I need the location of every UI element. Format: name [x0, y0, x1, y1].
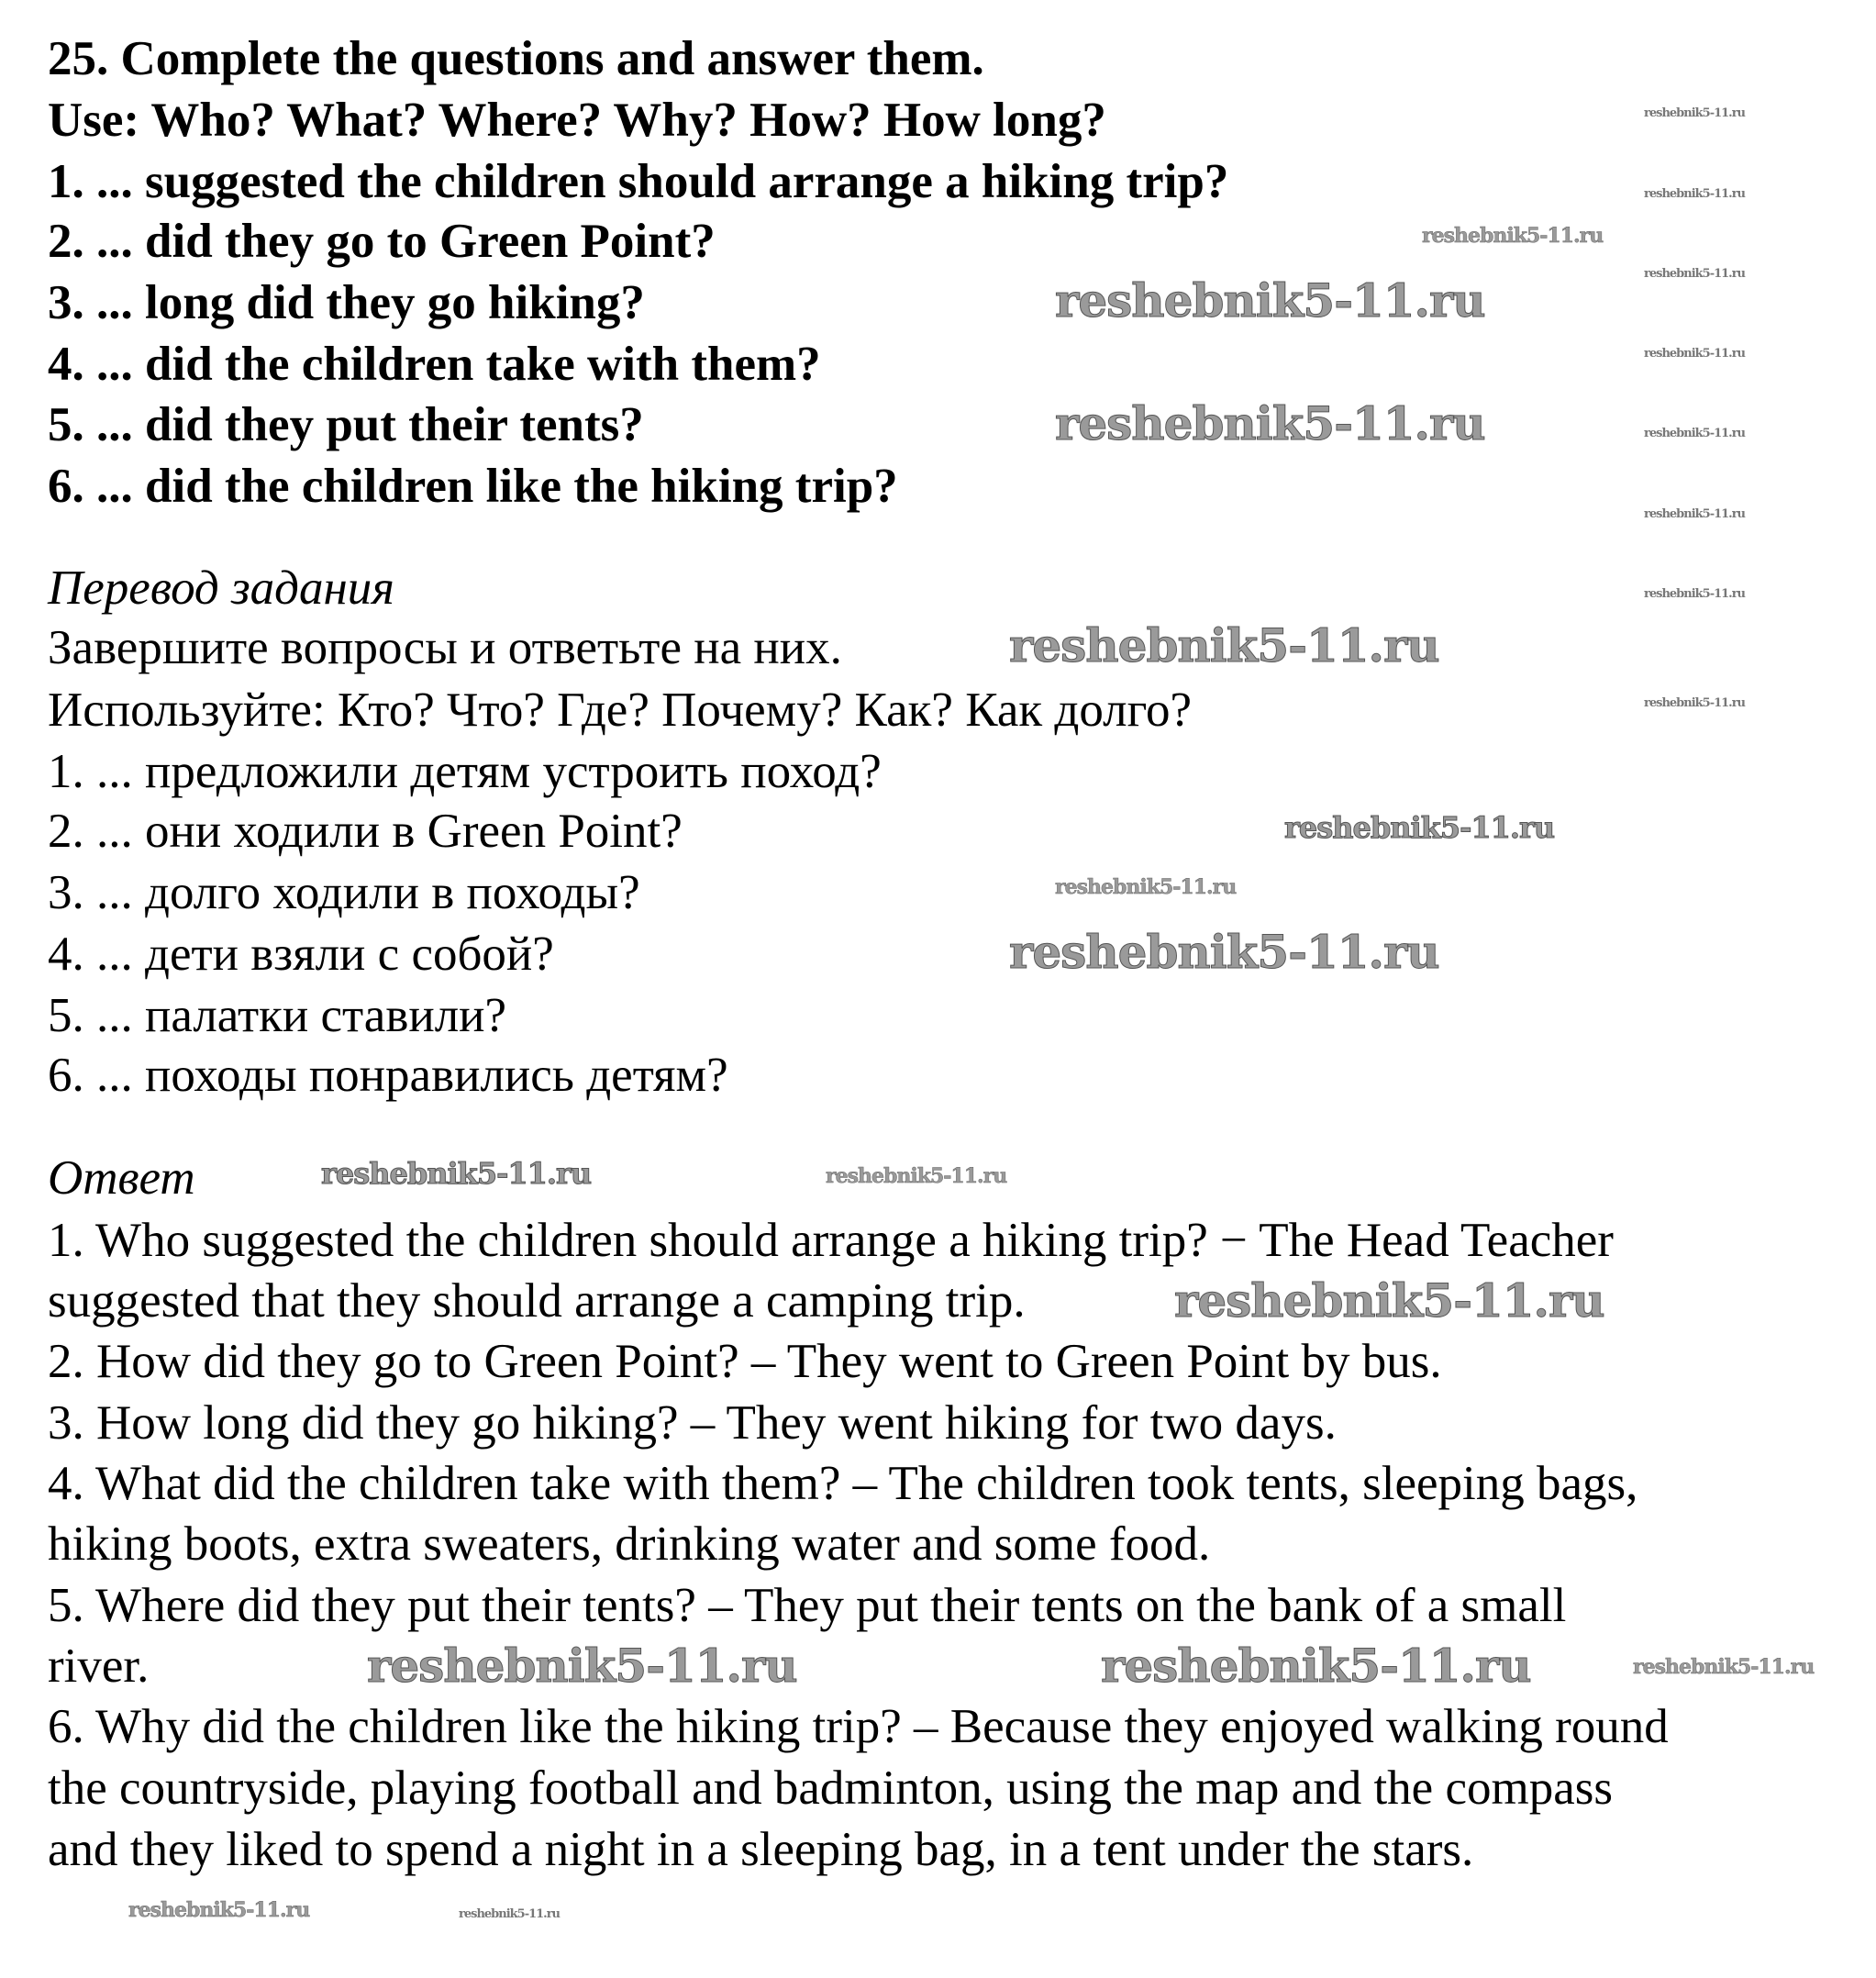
- translation-question: 6. ... походы понравились детям?: [48, 1049, 728, 1102]
- translation-heading: Перевод задания: [48, 561, 394, 615]
- answer-line: 1. Who suggested the children should arrange a hiking trip? − The Head Teacher: [48, 1214, 1614, 1267]
- answer-line: 6. Why did the children like the hiking trip? – Because they enjoyed walking round: [48, 1700, 1669, 1753]
- watermark: reshebnik5-11.ru: [1644, 187, 1746, 201]
- task-question: 5. ... did they put their tents?: [48, 398, 644, 451]
- answer-heading: Ответ: [48, 1151, 195, 1205]
- watermark: reshebnik5-11.ru: [1644, 427, 1746, 440]
- watermark: reshebnik5-11.ru: [1644, 347, 1746, 361]
- task-question: 6. ... did the children like the hiking trip?: [48, 460, 898, 513]
- watermark: reshebnik5-11.ru: [1644, 267, 1746, 281]
- watermark: reshebnik5-11.ru: [1644, 587, 1746, 601]
- watermark: reshebnik5-11.ru: [1055, 273, 1485, 328]
- watermark: reshebnik5-11.ru: [1174, 1273, 1604, 1328]
- watermark: reshebnik5-11.ru: [1009, 925, 1439, 979]
- watermark: reshebnik5-11.ru: [1055, 396, 1485, 450]
- answer-line: 4. What did the children take with them? – The children took tents, sleeping bags,: [48, 1457, 1638, 1510]
- task-question: 3. ... long did they go hiking?: [48, 276, 645, 329]
- watermark: reshebnik5-11.ru: [1009, 618, 1439, 672]
- watermark: reshebnik5-11.ru: [1055, 875, 1237, 899]
- answer-line: 3. How long did they go hiking? – They went hiking for two days.: [48, 1396, 1337, 1450]
- translation-question: 3. ... долго ходили в походы?: [48, 866, 640, 919]
- watermark: reshebnik5-11.ru: [1284, 810, 1555, 845]
- answer-line: the countryside, playing football and badminton, using the map and the compass: [48, 1761, 1613, 1815]
- task-use-line: Use: Who? What? Where? Why? How? How long?: [48, 94, 1106, 147]
- answer-line: hiking boots, extra sweaters, drinking water and some food.: [48, 1517, 1211, 1571]
- task-question: 2. ... did they go to Green Point?: [48, 215, 716, 268]
- answer-line: and they liked to spend a night in a sleeping bag, in a tent under the stars.: [48, 1823, 1474, 1876]
- watermark: reshebnik5-11.ru: [1633, 1655, 1815, 1679]
- task-question: 1. ... suggested the children should arrange a hiking trip?: [48, 155, 1229, 208]
- answer-line: suggested that they should arrange a camping trip.: [48, 1274, 1026, 1328]
- watermark: reshebnik5-11.ru: [1101, 1639, 1531, 1693]
- translation-question: 4. ... дети взяли с собой?: [48, 928, 554, 981]
- watermark: reshebnik5-11.ru: [321, 1156, 592, 1191]
- translation-title: Завершите вопросы и ответьте на них.: [48, 621, 842, 674]
- translation-question: 2. ... они ходили в Green Point?: [48, 805, 683, 858]
- watermark: reshebnik5-11.ru: [826, 1164, 1007, 1188]
- translation-use-line: Используйте: Кто? Что? Где? Почему? Как? Как долго?: [48, 683, 1193, 737]
- translation-question: 1. ... предложили детям устроить поход?: [48, 745, 882, 798]
- answer-line: river.: [48, 1639, 150, 1693]
- task-title: 25. Complete the questions and answer them.: [48, 32, 984, 85]
- answer-line: 2. How did they go to Green Point? – They went to Green Point by bus.: [48, 1335, 1442, 1388]
- watermark: reshebnik5-11.ru: [1644, 507, 1746, 521]
- translation-question: 5. ... палатки ставили?: [48, 989, 507, 1042]
- answer-line: 5. Where did they put their tents? – They put their tents on the bank of a small: [48, 1579, 1567, 1632]
- watermark: reshebnik5-11.ru: [1644, 106, 1746, 120]
- task-question: 4. ... did the children take with them?: [48, 338, 821, 391]
- watermark: reshebnik5-11.ru: [128, 1898, 310, 1922]
- watermark: reshebnik5-11.ru: [367, 1639, 797, 1693]
- watermark: reshebnik5-11.ru: [459, 1907, 561, 1921]
- watermark: reshebnik5-11.ru: [1422, 224, 1604, 248]
- watermark: reshebnik5-11.ru: [1644, 696, 1746, 710]
